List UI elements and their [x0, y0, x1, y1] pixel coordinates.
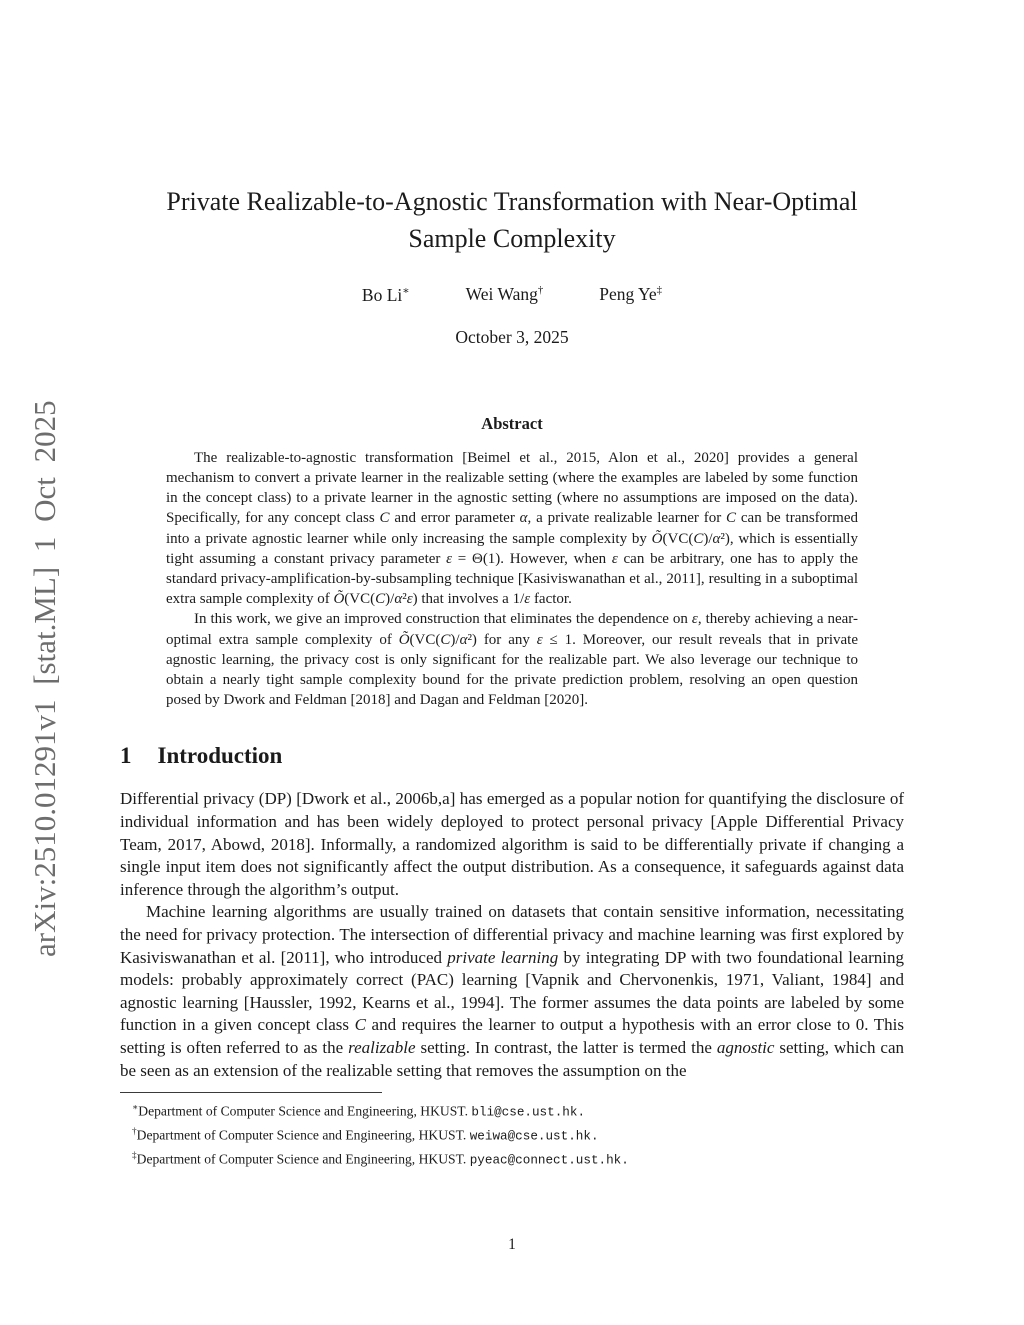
footnote-3	[120, 1146, 904, 1170]
page-number: 1	[508, 1236, 516, 1253]
footnote-2	[120, 1122, 904, 1146]
section-heading-introduction	[120, 743, 904, 769]
footnote-rule	[120, 1092, 382, 1093]
title-line-1: Private Realizable-to-Agnostic Transformation with Near-Optimal	[166, 187, 858, 216]
intro-paragraph-2: Machine learning algorithms are usually trained on datasets that contain sensitive information, necessitating the need for privacy protection. The intersection of differential privacy and machine learning was first explored by Kasiviswanathan et al. [2011], who introduced private learning by integrating DP with two foundational learning models: probably approximately correct (PAC) learning [Vapnik and Chervonenkis, 1971, Valiant, 1984] and agnostic learning [Haussler, 1992, Kearns et al., 1994]. The former assumes the data points are labeled by some function in a given concept class C and requires the learner to output a hypothesis with an error close to 0. This setting is often referred to as the realizable setting. In contrast, the latter is termed the agnostic setting, which can be seen as an extension of the realizable setting that removes the assumption on the	[120, 902, 905, 1080]
footnote-3-mark: ‡	[132, 1149, 137, 1160]
abstract-heading: Abstract	[481, 413, 543, 433]
author-3-name: Peng Ye	[599, 284, 657, 304]
author-list	[120, 284, 904, 306]
paper-date: October 3, 2025	[455, 326, 569, 347]
footnote-3-email: pyeac@connect.ust.hk.	[469, 1152, 629, 1168]
author-2	[466, 284, 544, 306]
footnote-2-text: Department of Computer Science and Engineering, HKUST.	[136, 1127, 470, 1143]
footnote-1-mark: ∗	[132, 1102, 139, 1113]
footnote-2-email: weiwa@cse.ust.hk.	[469, 1128, 599, 1144]
paper-title	[120, 0, 904, 257]
author-2-footnote-mark: †	[537, 284, 544, 297]
footnote-block	[120, 1092, 904, 1169]
title-line-2: Sample Complexity	[408, 224, 616, 253]
footnote-1-text: Department of Computer Science and Engineering, HKUST.	[138, 1103, 472, 1119]
author-1-name: Bo Li	[361, 284, 403, 305]
author-1	[362, 284, 410, 306]
author-3	[599, 284, 662, 306]
footnote-2-mark: †	[132, 1126, 137, 1137]
author-1-footnote-mark: ∗	[402, 285, 410, 297]
footnote-1-email: bli@cse.ust.hk.	[471, 1104, 586, 1120]
abstract-body	[166, 448, 858, 711]
abstract-section	[120, 414, 904, 711]
paper-content	[120, 0, 904, 1170]
author-3-footnote-mark: ‡	[656, 284, 663, 297]
section-number: 1	[120, 743, 132, 769]
section-title: Introduction	[157, 743, 283, 769]
footnote-1	[120, 1098, 904, 1122]
arxiv-watermark: arXiv:2510.01291v1 [stat.ML] 1 Oct 2025	[27, 400, 62, 957]
abstract-paragraph-2: In this work, we give an improved construction that eliminates the dependence on ε, thereby achieving a near-optimal extra sample complexity of Õ(VC(C)/α²) for any ε ≤ 1. Moreover, our result reveals that in private agnostic learning, the privacy cost is only significant for the realizable part. We also leverage our technique to obtain a nearly tight sample complexity bound for the private prediction problem, resolving an open question posed by Dwork and Feldman [2018] and Dagan and Feldman [2020].	[166, 611, 858, 709]
abstract-paragraph-1: The realizable-to-agnostic transformation [Beimel et al., 2015, Alon et al., 2020] provides a general mechanism to convert a private learner in the realizable setting (where the examples are labeled by some function in the concept class) to a private learner in the agnostic setting (where no assumptions are imposed on the data). Specifically, for any concept class C and error parameter α, a private realizable learner for C can be transformed into a private agnostic learner while only increasing the sample complexity by Õ(VC(C)/α²), which is essentially tight assuming a constant privacy parameter ε = Θ(1). However, when ε can be arbitrary, one has to apply the standard privacy-amplification-by-subsampling technique [Kasiviswanathan et al., 2011], resulting in a suboptimal extra sample complexity of Õ(VC(C)/α²ε) that involves a 1/ε factor.	[166, 449, 859, 608]
footnote-3-text: Department of Computer Science and Engineering, HKUST.	[136, 1151, 470, 1167]
intro-paragraph-1: Differential privacy (DP) [Dwork et al., 2006b,a] has emerged as a popular notion for quantifying the disclosure of individual information and has been widely deployed to protect personal privacy [Apple Differential Privacy Team, 2017, Abowd, 2018]. Informally, a randomized algorithm is said to be differentially private if changing a single input item does not significantly affect the output distribution. As a consequence, it safeguards against data inference through the algorithm’s output.	[120, 789, 904, 899]
author-2-name: Wei Wang	[465, 284, 538, 304]
